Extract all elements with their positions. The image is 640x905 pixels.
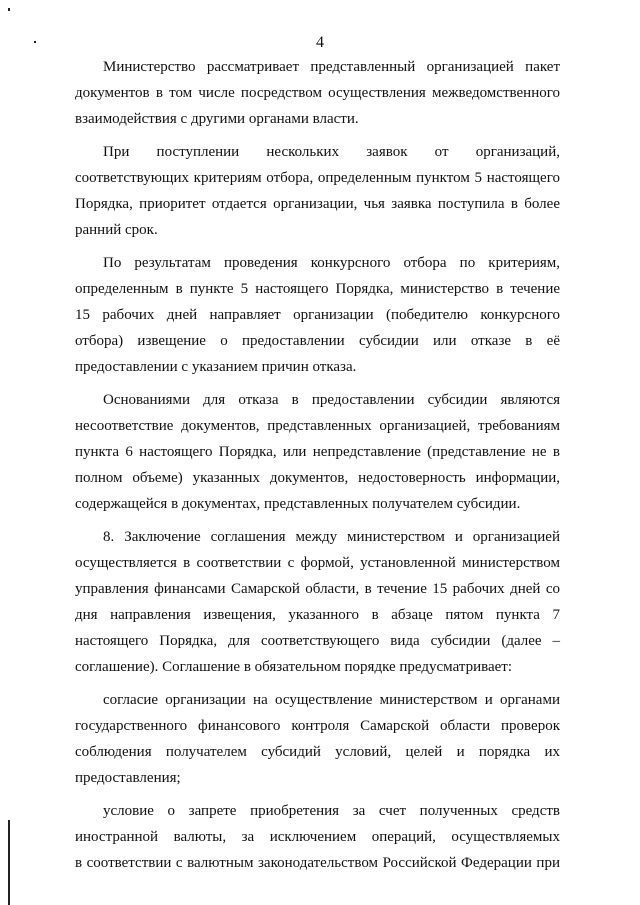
- text-line: несоответствие документов, представленных организацией, требованиям: [75, 418, 560, 434]
- text-line: соглашение). Соглашение в обязательном порядке предусматривает:: [75, 659, 513, 675]
- text-line: осуществляется в соответствии с формой, установленной министерством: [75, 555, 560, 571]
- paragraph: [75, 250, 560, 380]
- text-line: иностранной валюты, за исключением операций, осуществляемых: [75, 829, 560, 845]
- document-body: [75, 54, 560, 883]
- text-line: полном объеме) указанных документов, недостоверность информации,: [75, 470, 560, 486]
- text-line: ранний срок.: [75, 222, 158, 238]
- text-line: государственного финансового контроля Самарской области проверок: [75, 718, 560, 734]
- text-line: в соответствии с валютным законодательством Российской Федерации при: [75, 855, 560, 871]
- paragraph: [75, 387, 560, 517]
- text-line: По результатам проведения конкурсного отбора по критериям,: [103, 255, 560, 271]
- text-line: документов в том числе посредством осуществления межведомственного: [75, 85, 560, 101]
- text-line: соблюдения получателем субсидий условий, целей и порядка их: [75, 744, 560, 760]
- text-line: отбора) извещение о предоставлении субсидии или отказе в её: [75, 333, 560, 349]
- text-line: Порядка, приоритет отдается организации, чья заявка поступила в более: [75, 196, 560, 212]
- text-line: пункта 6 настоящего Порядка, или непредставление (представление не в: [75, 444, 560, 460]
- text-line: предоставления;: [75, 770, 181, 786]
- text-line: предоставлении с указанием причин отказа.: [75, 359, 357, 375]
- text-line: 8. Заключение соглашения между министерством и организацией: [103, 529, 560, 545]
- paragraph: [75, 54, 560, 132]
- text-line: настоящего Порядка, для соответствующего вида субсидии (далее –: [75, 633, 560, 649]
- text-line: соответствующих критериям отбора, определенным пунктом 5 настоящего: [75, 170, 560, 186]
- paragraph: [75, 687, 560, 791]
- text-line: При поступлении нескольких заявок от организаций,: [103, 144, 560, 160]
- text-line: Министерство рассматривает представленный организацией пакет: [103, 59, 560, 75]
- paragraph: [75, 139, 560, 243]
- paragraph: [75, 798, 560, 876]
- scan-edge-mark: [8, 8, 10, 11]
- paragraph: [75, 524, 560, 680]
- text-line: Основаниями для отказа в предоставлении субсидии являются: [103, 392, 560, 408]
- text-line: взаимодействия с другими органами власти.: [75, 111, 359, 127]
- text-line: согласие организации на осуществление министерством и органами: [103, 692, 560, 708]
- text-line: определенным в пункте 5 настоящего Порядка, министерство в течение: [75, 281, 560, 297]
- text-line: содержащейся в документах, представленных получателем субсидии.: [75, 496, 521, 512]
- text-line: дня направления извещения, указанного в абзаце пятом пункта 7: [75, 607, 560, 623]
- text-line: условие о запрете приобретения за счет полученных средств: [103, 803, 560, 819]
- scan-edge-line: [8, 820, 10, 905]
- page-number: 4: [316, 34, 324, 51]
- text-line: управления финансами Самарской области, в течение 15 рабочих дней со: [75, 581, 560, 597]
- text-line: 15 рабочих дней направляет организации (победителю конкурсного: [75, 307, 560, 323]
